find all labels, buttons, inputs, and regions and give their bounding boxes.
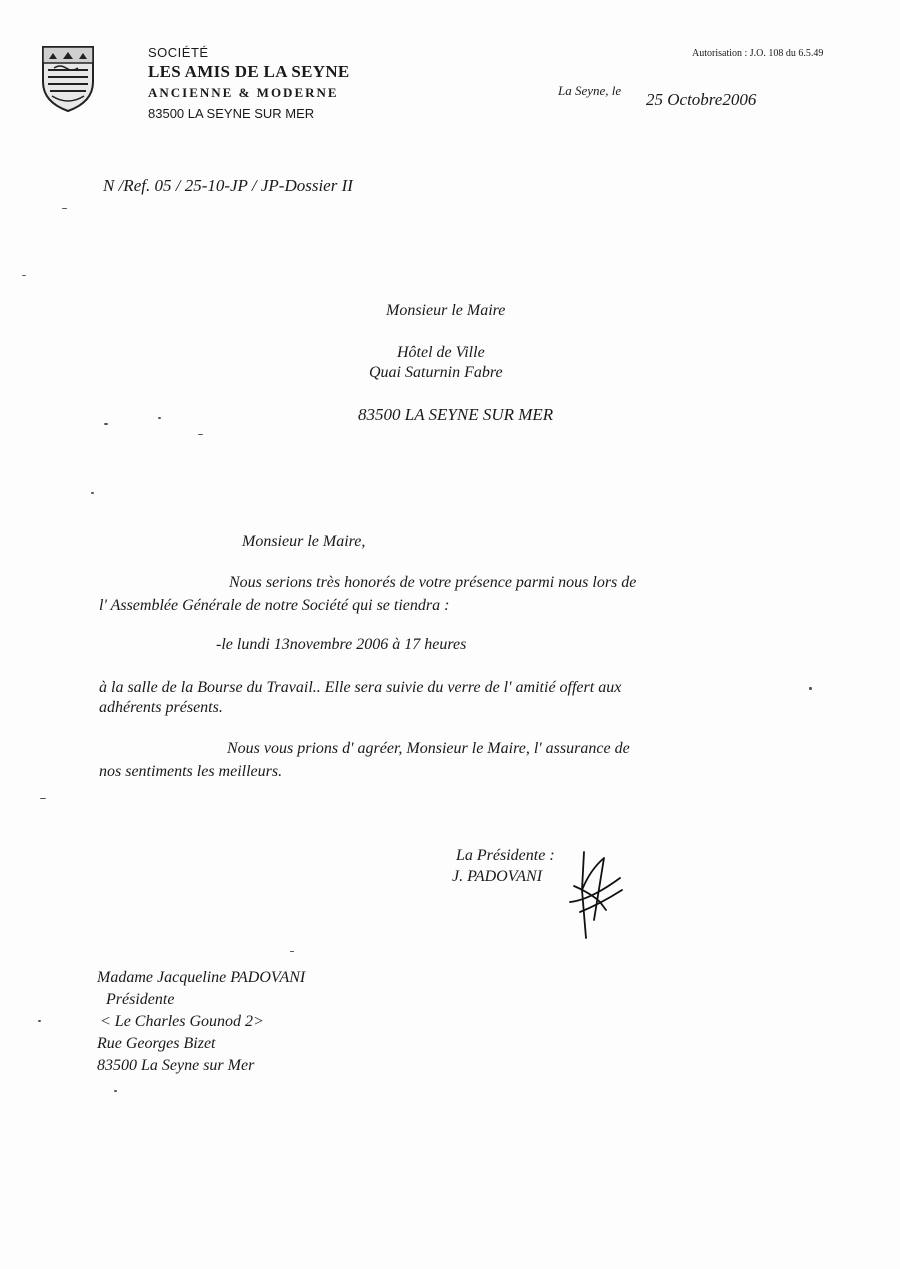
scan-speck: [158, 417, 161, 419]
recipient-line1: Hôtel de Ville: [397, 344, 485, 361]
scan-speck: [104, 423, 108, 425]
authorization-text: Autorisation : J.O. 108 du 6.5.49: [692, 48, 824, 59]
society-name: LES AMIS DE LA SEYNE: [148, 62, 350, 81]
society-subtitle: ANCIENNE & MODERNE: [148, 85, 339, 100]
sender-line2: Présidente: [106, 991, 175, 1008]
scan-speck: [114, 1090, 117, 1092]
paragraph2-line1: à la salle de la Bourse du Travail.. Elle sera suivie du verre de l' amitié offert aux: [99, 679, 622, 696]
handwritten-signature: [560, 850, 630, 945]
recipient-title: Monsieur le Maire: [386, 302, 506, 319]
event-line: -le lundi 13novembre 2006 à 17 heures: [216, 636, 467, 653]
sender-line4: Rue Georges Bizet: [97, 1035, 216, 1052]
scan-speck: [290, 951, 294, 952]
paragraph3-line2: nos sentiments les meilleurs.: [99, 763, 283, 780]
scan-speck: [40, 798, 46, 799]
scan-speck: [62, 208, 67, 209]
paragraph1-line1: Nous serions très honorés de votre présence parmi nous lors de: [229, 574, 637, 591]
salutation: Monsieur le Maire,: [242, 533, 366, 550]
scan-speck: [198, 434, 203, 435]
reference-line: N /Ref. 05 / 25-10-JP / JP-Dossier II: [103, 176, 353, 195]
signature-name: J. PADOVANI: [452, 868, 543, 885]
signature-role: La Présidente :: [456, 847, 555, 864]
society-crest-logo: [40, 44, 96, 114]
sender-line1: Madame Jacqueline PADOVANI: [97, 969, 306, 986]
scan-speck: [91, 492, 94, 494]
recipient-city: 83500 LA SEYNE SUR MER: [358, 405, 554, 424]
society-label: SOCIÉTÉ: [148, 45, 209, 60]
place-prefix: La Seyne, le: [558, 83, 622, 98]
letter-date: 25 Octobre2006: [646, 90, 757, 109]
paragraph1-line2: l' Assemblée Générale de notre Société qui se tiendra :: [99, 597, 450, 614]
paragraph3-line1: Nous vous prions d' agréer, Monsieur le Maire, l' assurance de: [227, 740, 630, 757]
scan-speck: [809, 687, 812, 690]
paragraph2-line2: adhérents présents.: [99, 699, 223, 716]
sender-line3: < Le Charles Gounod 2>: [100, 1013, 264, 1030]
recipient-line2: Quai Saturnin Fabre: [369, 364, 503, 381]
society-address: 83500 LA SEYNE SUR MER: [148, 106, 315, 121]
scan-speck: [22, 275, 26, 276]
sender-line5: 83500 La Seyne sur Mer: [97, 1057, 255, 1074]
scan-speck: [38, 1020, 41, 1022]
